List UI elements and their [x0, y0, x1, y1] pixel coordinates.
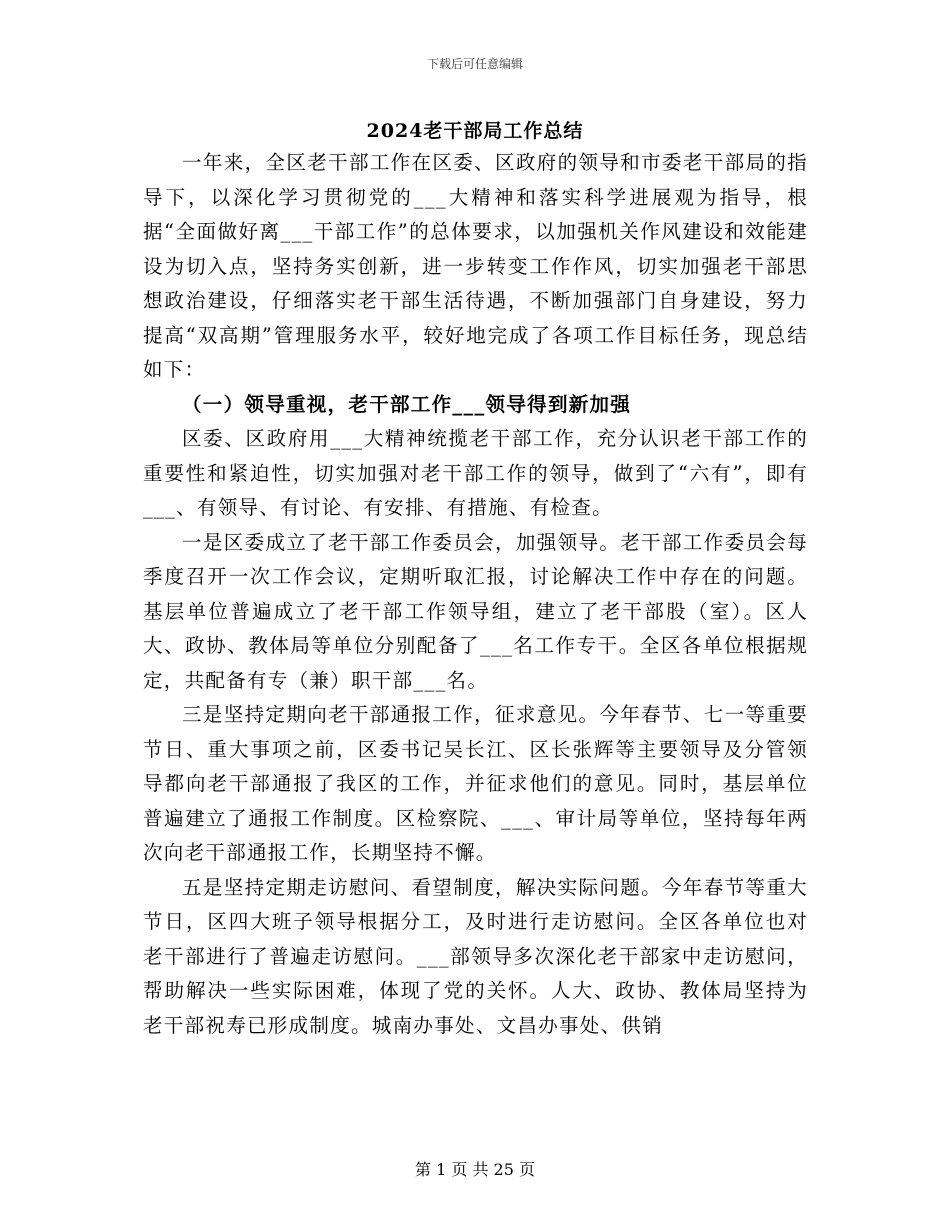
document-body: [143, 146, 808, 1043]
document-title: 2024老干部局工作总结: [366, 120, 584, 142]
page-number: 第 1 页 共 25 页: [415, 1160, 535, 1179]
header-note: 下载后可任意编辑: [426, 57, 523, 71]
paragraph-briefing: 三是坚持定期向老干部通报工作，征求意见。今年春节、七一等重要节日、重大事项之前，区委书记吴长江、区长张辉等主要领导及分管领导都向老干部通报了我区的工作，并征求他们的意见。同时，基层单位普遍建立了通报工作制度。区检察院、___、审计局等单位，坚持每年两次向老干部通报工作，长期坚持不懈。: [143, 703, 808, 864]
paragraph-visits: 五是坚持定期走访慰问、看望制度，解决实际问题。今年春节等重大节日，区四大班子领导根据分工，及时进行走访慰问。全区各单位也对老干部进行了普遍走访慰问。___部领导多次深化老干部家中走访慰问，帮助解决一些实际困难，体现了党的关怀。人大、政协、教体局坚持为老干部祝寿已形成制度。城南办事处、文昌办事处、供销: [143, 875, 808, 1037]
section-heading-1: （一）领导重视，老干部工作___领导得到新加强: [182, 392, 632, 416]
paragraph-leadership: 区委、区政府用___大精神统揽老干部工作，充分认识老干部工作的重要性和紧迫性，切实加强对老干部工作的领导，做到了“六有”，即有___、有领导、有讨论、有安排、有措施、有检查。: [143, 427, 808, 519]
paragraph-committee: 一是区委成立了老干部工作委员会，加强领导。老干部工作委员会每季度召开一次工作会议，定期听取汇报，讨论解决工作中存在的问题。基层单位普遍成立了老干部工作领导组，建立了老干部股（室）。区人大、政协、教体局等单位分别配备了___名工作专干。全区各单位根据规定，共配备有专（兼）职干部___名。: [143, 530, 808, 692]
paragraph-intro: 一年来，全区老干部工作在区委、区政府的领导和市委老干部局的指导下，以深化学习贯彻党的___大精神和落实科学进展观为指导，根据“全面做好离___干部工作”的总体要求，以加强机关作风建设和效能建设为切入点，坚持务实创新，进一步转变工作作风，切实加强老干部思想政治建设，仔细落实老干部生活待遇，不断加强部门自身建设，努力提高“双高期”管理服务水平，较好地完成了各项工作目标任务，现总结如下：: [143, 151, 808, 381]
